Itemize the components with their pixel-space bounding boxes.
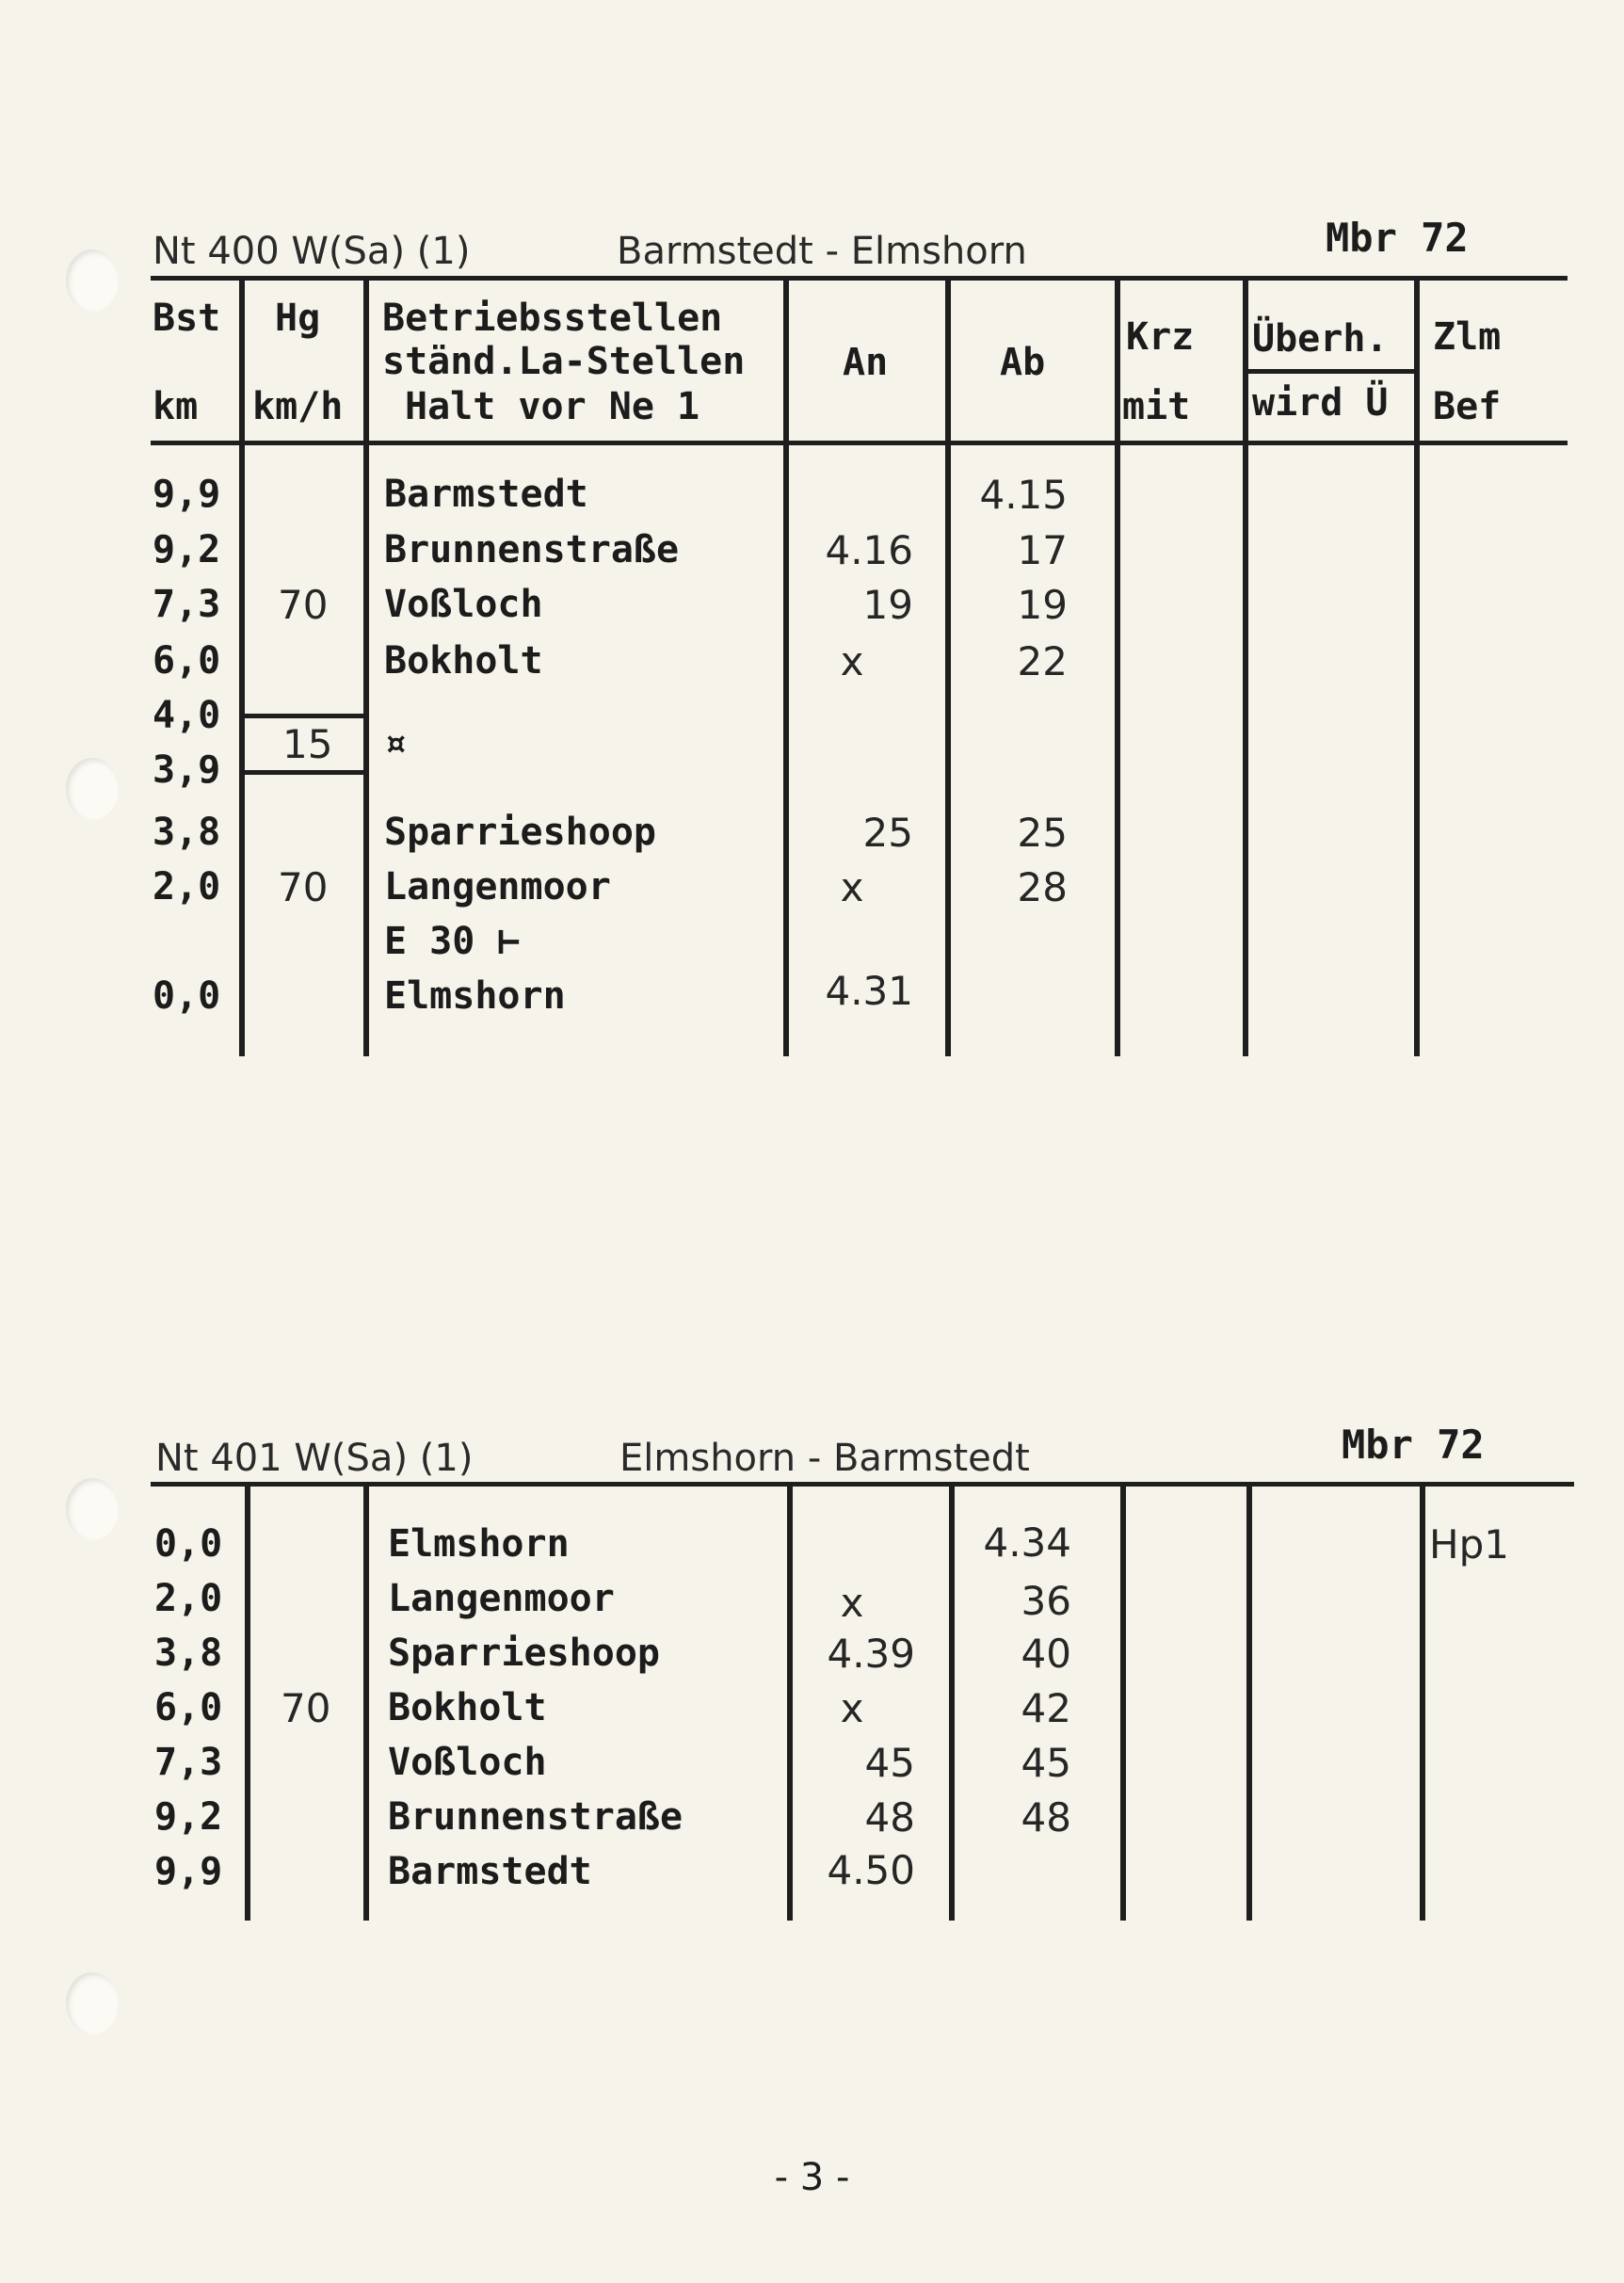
row-km: 9,2	[154, 1795, 223, 1839]
punch-hole	[66, 1972, 119, 2034]
row-an: 19	[862, 582, 913, 628]
col-head-mit: mit	[1122, 385, 1191, 428]
col-rule	[239, 444, 245, 1056]
row-ab: 19	[1017, 582, 1068, 628]
row-km: 7,3	[153, 583, 221, 626]
punch-hole	[66, 249, 119, 312]
row-station: Voßloch	[388, 1741, 547, 1784]
row-km: 6,0	[153, 639, 221, 683]
row-station: Langenmoor	[388, 1577, 615, 1620]
col-rule	[1420, 1486, 1425, 1921]
train-number: Nt 400 W(Sa) (1)	[153, 230, 471, 273]
row-an: 45	[864, 1740, 915, 1786]
col-rule	[783, 444, 789, 1056]
row-an: 4.39	[827, 1631, 915, 1677]
row-an: x	[840, 864, 864, 910]
route-title: Elmshorn - Barmstedt	[619, 1437, 1030, 1480]
col-head-halt: Halt vor Ne 1	[405, 385, 700, 428]
row-an: x	[840, 638, 864, 684]
row-station: Langenmoor	[384, 865, 611, 908]
col-rule	[1243, 280, 1248, 442]
speed-box-top	[243, 714, 365, 718]
page-number: - 3 -	[774, 2156, 850, 2199]
row-an: 25	[862, 810, 913, 856]
row-station: Bokholt	[388, 1686, 547, 1729]
mbr-code: Mbr 72	[1342, 1422, 1485, 1468]
row-km: 6,0	[154, 1686, 223, 1729]
row-station: Brunnenstraße	[388, 1795, 683, 1839]
row-an: 4.50	[827, 1847, 915, 1893]
row-ab: 17	[1017, 527, 1068, 573]
row-km: 0,0	[153, 974, 221, 1018]
col-head-uberh: Überh.	[1252, 317, 1389, 361]
row-ab: 4.34	[983, 1519, 1071, 1566]
row-station: Brunnenstraße	[384, 528, 680, 571]
row-km: 4,0	[153, 694, 221, 737]
row-ab: 36	[1021, 1578, 1071, 1624]
row-station: Elmshorn	[388, 1522, 570, 1566]
row-station: Sparrieshoop	[388, 1632, 660, 1675]
row-km: 7,3	[154, 1741, 223, 1784]
col-head-ab: Ab	[1000, 341, 1046, 384]
row-station: Elmshorn	[384, 974, 566, 1018]
row-station: Bokholt	[384, 639, 543, 683]
row-ab: 22	[1017, 638, 1068, 684]
row-km: 3,8	[153, 811, 221, 854]
col-head-betriebsstellen: Betriebsstellen	[382, 297, 723, 340]
row-ab: 25	[1017, 810, 1068, 856]
mbr-code: Mbr 72	[1326, 215, 1469, 261]
row-an: 48	[864, 1794, 915, 1841]
col-head-kmh: km/h	[252, 385, 344, 428]
row-km: 9,2	[153, 528, 221, 571]
row-ab: 42	[1021, 1685, 1071, 1731]
row-km: 2,0	[153, 865, 221, 908]
col-head-krz: Krz	[1126, 315, 1195, 359]
row-an: 4.16	[825, 527, 913, 573]
col-head-an: An	[843, 341, 889, 384]
row-hg: 70	[278, 582, 329, 628]
col-rule	[783, 280, 789, 442]
col-head-bef: Bef	[1433, 385, 1502, 428]
row-hg: 70	[278, 864, 329, 910]
punch-hole	[66, 1478, 119, 1540]
row-ab: 4.15	[979, 472, 1068, 518]
row-ab: 28	[1017, 864, 1068, 910]
row-ab: 40	[1021, 1631, 1071, 1677]
row-km: 0,0	[154, 1522, 223, 1566]
col-rule	[245, 1486, 250, 1921]
row-km: 9,9	[154, 1850, 223, 1893]
row-hg: 70	[281, 1685, 331, 1731]
col-rule	[945, 280, 951, 442]
row-ab: 45	[1021, 1740, 1071, 1786]
row-km: 3,8	[154, 1632, 223, 1675]
col-rule	[1243, 444, 1248, 1056]
train-number: Nt 401 W(Sa) (1)	[155, 1437, 474, 1480]
row-station: ¤	[384, 722, 408, 765]
col-head-wird-u: wird Ü	[1252, 381, 1389, 425]
row-km: 3,9	[153, 748, 221, 792]
row-an: x	[840, 1580, 864, 1626]
row-station: E 30 ⊢	[384, 920, 521, 963]
row-an: x	[840, 1685, 864, 1731]
col-head-hg: Hg	[275, 297, 321, 340]
col-rule	[1414, 280, 1420, 442]
col-rule	[363, 280, 369, 442]
row-station: Voßloch	[384, 583, 543, 626]
row-ab: 48	[1021, 1794, 1071, 1841]
row-station: Sparrieshoop	[384, 811, 656, 854]
col-rule	[1115, 444, 1120, 1056]
col-rule	[363, 1486, 369, 1921]
uberh-divider	[1248, 369, 1418, 374]
row-hg: 15	[282, 721, 333, 767]
route-title: Barmstedt - Elmshorn	[617, 230, 1027, 273]
col-head-bst: Bst	[153, 297, 221, 340]
col-head-zlm: Zlm	[1433, 315, 1502, 359]
row-an: 4.31	[825, 968, 913, 1014]
row-km: 2,0	[154, 1577, 223, 1620]
col-rule	[1246, 1486, 1252, 1921]
row-zlm: Hp1	[1429, 1521, 1509, 1568]
punch-hole	[66, 758, 119, 820]
row-station: Barmstedt	[384, 473, 588, 516]
row-km: 9,9	[153, 473, 221, 516]
col-rule	[1414, 444, 1420, 1056]
col-head-km: km	[153, 385, 199, 428]
col-rule	[239, 280, 245, 442]
col-rule	[363, 444, 369, 1056]
col-rule	[1120, 1486, 1126, 1921]
col-head-la-stellen: ständ.La-Stellen	[382, 340, 746, 383]
col-rule	[1115, 280, 1120, 442]
row-station: Barmstedt	[388, 1850, 592, 1893]
speed-box-bottom	[243, 770, 365, 775]
